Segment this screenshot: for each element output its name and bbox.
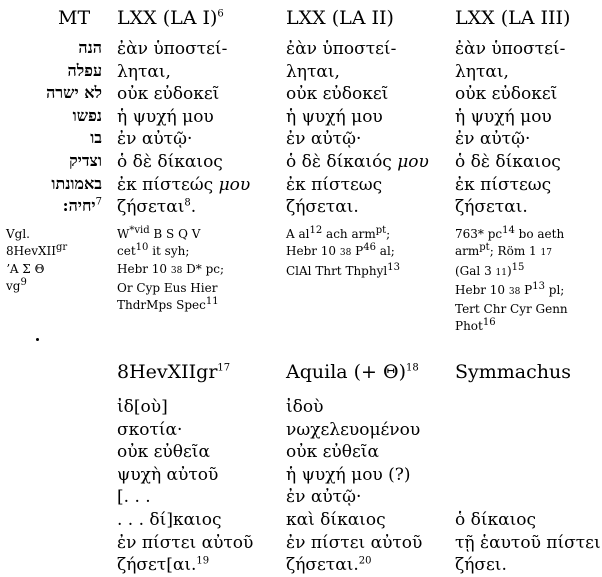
witnesses-la-3 [455,226,568,336]
mt-column [4,37,102,218]
verse-line: ἐκ πίστεώς μου [117,174,251,195]
verse-line: ληται, [117,61,171,82]
verse-line: ἐν αὐτῷ· [286,487,362,508]
verse-line: ἡ ψυχή μου [286,106,383,127]
witness-line: A $al^{12}$ ach arm$^{pt}$; [286,225,391,241]
stray-dot [36,338,39,341]
verse-line: ζήσεται. [286,197,359,218]
verse-line: ὁ δίκαιος [455,510,537,530]
verse-line: . . . δί]καιος [117,509,222,530]
witness-line: cet$^{10}$ it syh; [117,242,190,259]
witnesses-la-1 [117,226,224,314]
verse-line: ἐὰν ὑποστεί- [286,39,397,59]
symmachus-column [455,509,601,577]
verse-line: ψυχὴ αὐτοῦ [117,464,219,485]
verse-line: ἐὰν ὑποστεί- [455,39,566,59]
verse-line: ὁ δὲ δίκαιος [455,151,561,172]
witness-line: Hebr 10 38 D* pc; [117,261,225,276]
witness-line: Or Cyp Eus Hier [117,280,218,295]
verse-line: ἡ ψυχή μου [455,106,552,127]
witness-line: ThdrMps Spec$^{11}$ [117,296,219,313]
verse-line: ζήσεται$^8$. [117,197,197,218]
verse-line: ἐν πίστει αὐτοῦ [117,532,254,553]
verse-line: ἡ ψυχή μου [117,106,214,127]
header-8hevxiigr: 8HevXIIgr$^{17}$ [117,361,231,383]
vgl-column [6,226,67,295]
verse-line: ληται, [286,61,340,82]
verse-line: ἐν αὐτῷ· [455,129,531,150]
witness-line: Phot$^{16}$ [455,317,496,334]
mt-line: באמונתו [51,173,102,193]
witness-line: (Gal 3 11)$^{15}$ [455,261,525,278]
verse-line: ὁ δὲ δίκαιός μου [286,151,429,172]
verse-line: ζήσετ[αι.$^{19}$ [117,555,210,576]
witness-line: Tert Chr Cyr Genn [455,302,568,317]
header-aquila: Aquila (+ Θ)$^{18}$ [286,361,419,383]
witness-line: Hebr 10 38 $P^{46}$ al; [286,242,395,259]
header-lxx-la-3: LXX (LA III) [455,7,571,29]
verse-line: καὶ δίκαιος [286,509,386,530]
mt-line: וצדיק [69,150,102,170]
mt-line: בו [90,128,102,148]
header-lxx-la-1: LXX (LA I)$^6$ [117,7,224,29]
verse-line: ὁ δὲ δίκαιος [117,151,223,172]
vgl-line: ʼΑ Σ Θ [6,261,45,276]
verse-line: ἡ ψυχή μου (?) [286,464,411,485]
verse-line: ἰδ[οὺ] [117,397,168,417]
mt-line: עפלה [67,60,102,80]
witness-line: ClAl Thrt Thphyl$^{13}$ [286,261,400,278]
vgl-line: $vg^9$ [6,276,27,293]
verse-line: νωχελευομένου [286,419,421,440]
lxx-la-1-column [117,38,250,219]
witnesses-la-2 [286,226,400,280]
header-lxx-la-2: LXX (LA II) [286,7,394,29]
verse-line: τῇ ἑαυτοῦ πίστει [455,532,601,553]
vgl-line: Vgl. [6,227,30,241]
verse-line: ζήσει. [455,555,507,576]
verse-line: [. . . [117,487,151,508]
header-mt: MT [58,7,91,29]
verse-line: οὐκ εὐδοκεῖ [455,84,558,105]
witness-line: 763* $pc^{14}$ bo aeth [455,225,565,241]
verse-line: ζήσεται.$^{20}$ [286,555,372,576]
verse-line: οὐκ εὐθεῖα [286,442,379,463]
witness-line: $W^{*vid}$ B S Q V [117,225,201,241]
verse-line: οὐκ εὐθεῖα [117,442,210,463]
witness-line: Hebr 10 38 $P^{13}$ pl; [455,280,565,297]
verse-line: ζήσεται. [455,197,528,218]
verse-line: ἐν αὐτῷ· [117,129,193,150]
verse-line: ἐν πίστει αὐτοῦ [286,532,423,553]
aquila-column [286,396,422,577]
hev-column [117,396,253,577]
mt-line: $^7$יחיה: [62,196,102,216]
header-symmachus: Symmachus [455,361,571,383]
lxx-la-3-column [455,38,565,219]
verse-line: οὐκ εὐδοκεῖ [117,84,220,105]
vgl-line: 8HevXII$^{gr}$ [6,242,68,259]
verse-line: ἰδοὺ [286,397,324,417]
mt-line: לא ישרה [46,83,102,103]
lxx-la-2-column [286,38,429,219]
verse-line: ληται, [455,61,509,82]
witness-line: arm$^{pt}$; Röm 1 17 [455,242,552,259]
verse-line: ἐκ πίστεως [455,174,552,195]
verse-line: σκοτία· [117,419,183,440]
verse-line: οὐκ εὐδοκεῖ [286,84,389,105]
verse-line: ἐν αὐτῷ· [286,129,362,150]
mt-line: נפשו [72,105,102,125]
verse-line: ἐὰν ὑποστεί- [117,39,228,59]
verse-line: ἐκ πίστεως [286,174,383,195]
mt-line: הנה [78,38,102,57]
